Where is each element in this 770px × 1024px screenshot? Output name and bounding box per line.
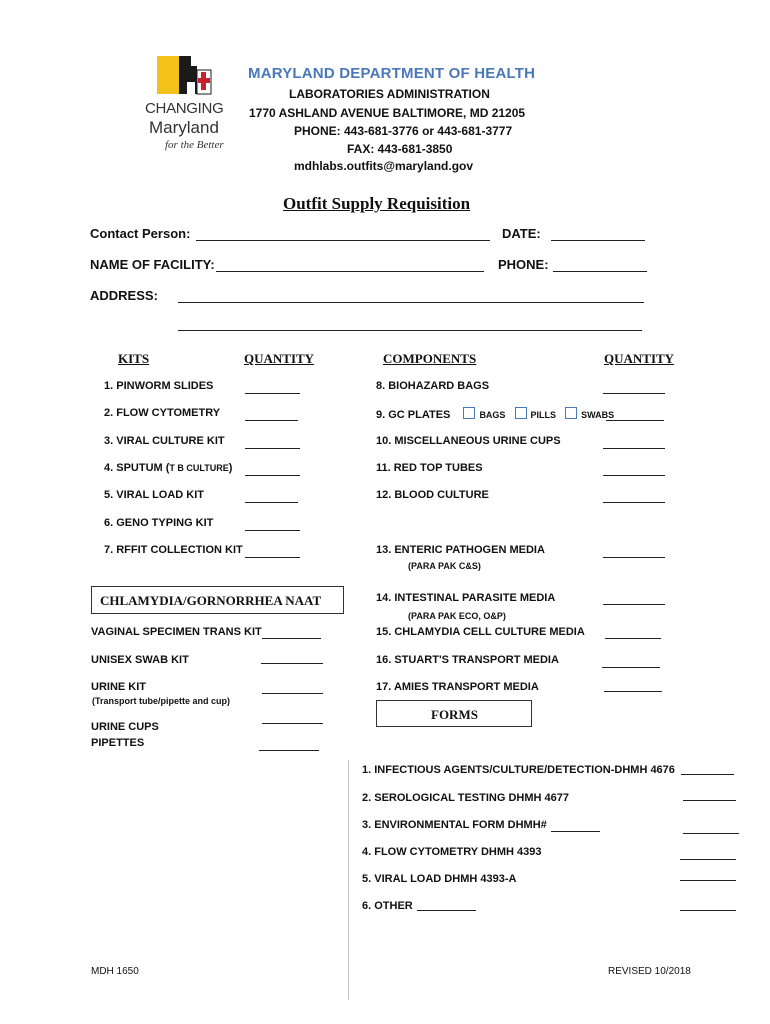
logo-text-tagline: for the Better	[165, 139, 224, 151]
contact-person-label: Contact Person:	[90, 226, 191, 241]
kit-qty-1[interactable]	[245, 393, 300, 394]
chlamydia-qty-4[interactable]	[262, 723, 323, 724]
phone-field[interactable]	[553, 271, 647, 272]
chlamydia-item-2: UNISEX SWAB KIT	[91, 654, 189, 666]
gc-swabs-checkbox[interactable]	[565, 407, 577, 419]
kit-item-4-note: T B CULTURE	[169, 463, 229, 473]
component-qty-16[interactable]	[602, 667, 660, 668]
form-item-3: 3. ENVIRONMENTAL FORM DHMH#	[362, 819, 547, 831]
components-quantity-header: QUANTITY	[604, 351, 675, 366]
chlamydia-qty-2[interactable]	[261, 663, 323, 664]
phone-label: PHONE:	[498, 257, 549, 272]
form-qty-4[interactable]	[680, 859, 736, 860]
kit-qty-3[interactable]	[245, 448, 300, 449]
component-item-16: 16. STUART'S TRANSPORT MEDIA	[376, 654, 559, 666]
kit-qty-4[interactable]	[245, 475, 300, 476]
component-qty-10[interactable]	[603, 448, 665, 449]
component-item-14: 14. INTESTINAL PARASITE MEDIA	[376, 592, 556, 604]
kit-item-5: 5. VIRAL LOAD KIT	[104, 489, 205, 501]
chlamydia-qty-1[interactable]	[262, 638, 321, 639]
address-field-line-2[interactable]	[178, 330, 642, 331]
form-item-2: 2. SEROLOGICAL TESTING DHMH 4677	[362, 792, 570, 804]
component-item-8: 8. BIOHAZARD BAGS	[376, 380, 490, 392]
component-13-note: (PARA PAK C&S)	[408, 561, 481, 571]
kit-item-4	[104, 462, 232, 474]
form-6-other-field[interactable]	[417, 910, 476, 911]
component-item-12: 12. BLOOD CULTURE	[376, 489, 489, 501]
date-label: DATE:	[502, 226, 541, 241]
kit-item-6: 6. GENO TYPING KIT	[104, 517, 214, 529]
kit-item-4-label: 4. SPUTUM (	[104, 462, 170, 474]
component-item-10: 10. MISCELLANEOUS URINE CUPS	[376, 435, 561, 447]
form-qty-5[interactable]	[680, 880, 736, 881]
component-qty-8[interactable]	[603, 393, 665, 394]
form-item-6: 6. OTHER	[362, 900, 413, 912]
logo	[145, 52, 240, 157]
maryland-flag-icon	[157, 52, 217, 98]
gc-bags-checkbox[interactable]	[463, 407, 475, 419]
component-qty-11[interactable]	[603, 475, 665, 476]
column-divider	[348, 760, 349, 1000]
facility-field[interactable]	[216, 271, 484, 272]
component-qty-12[interactable]	[603, 502, 665, 503]
form-item-5: 5. VIRAL LOAD DHMH 4393-A	[362, 873, 517, 885]
kit-item-3: 3. VIRAL CULTURE KIT	[104, 435, 225, 447]
gc-swabs-label: SWABS	[581, 410, 615, 420]
header-line-2: 1770 ASHLAND AVENUE BALTIMORE, MD 21205	[249, 106, 526, 120]
component-qty-9[interactable]	[606, 420, 664, 421]
component-qty-14[interactable]	[603, 604, 665, 605]
header-email: mdhlabs.outfits@maryland.gov	[294, 159, 474, 173]
kit-qty-5[interactable]	[245, 502, 298, 503]
chlamydia-section-title: CHLAMYDIA/GORNORRHEA NAAT	[100, 593, 322, 608]
chlamydia-item-4: URINE CUPS	[91, 721, 159, 733]
chlamydia-item-3: URINE KIT	[91, 681, 146, 693]
logo-text-maryland: Maryland	[149, 118, 219, 137]
component-14-note: (PARA PAK ECO, O&P)	[408, 611, 506, 621]
kit-qty-7[interactable]	[245, 557, 300, 558]
kit-item-4-close: )	[228, 462, 233, 474]
header-line-3: PHONE: 443-681-3776 or 443-681-3777	[294, 124, 513, 138]
kit-item-2: 2. FLOW CYTOMETRY	[104, 407, 221, 419]
form-3-number-field[interactable]	[551, 831, 600, 832]
chlamydia-item-1: VAGINAL SPECIMEN TRANS KIT	[91, 626, 262, 638]
kits-quantity-header: QUANTITY	[244, 351, 315, 366]
chlamydia-qty-3[interactable]	[262, 693, 323, 694]
form-qty-2[interactable]	[683, 800, 736, 801]
logo-text-changing: CHANGING	[145, 100, 224, 117]
component-item-17: 17. AMIES TRANSPORT MEDIA	[376, 681, 539, 693]
address-label: ADDRESS:	[90, 288, 158, 303]
date-field[interactable]	[551, 240, 645, 241]
header-line-1: LABORATORIES ADMINISTRATION	[289, 87, 490, 101]
form-item-1: 1. INFECTIOUS AGENTS/CULTURE/DETECTION-DHMH 4676	[362, 764, 675, 776]
org-name: MARYLAND DEPARTMENT OF HEALTH	[248, 65, 536, 82]
kit-qty-6[interactable]	[245, 530, 300, 531]
component-item-9-label: 9. GC PLATES	[376, 409, 451, 421]
footer-revised: REVISED 10/2018	[608, 966, 691, 977]
contact-person-field[interactable]	[196, 240, 490, 241]
gc-pills-label: PILLS	[530, 410, 557, 420]
urine-kit-note: (Transport tube/pipette and cup)	[92, 696, 231, 706]
gc-pills-checkbox[interactable]	[515, 407, 527, 419]
form-title: Outfit Supply Requisition	[283, 194, 471, 213]
address-field-line-1[interactable]	[178, 302, 644, 303]
forms-section-title: FORMS	[431, 707, 478, 722]
kit-item-1: 1. PINWORM SLIDES	[104, 380, 214, 392]
form-qty-6[interactable]	[680, 910, 736, 911]
chlamydia-qty-5[interactable]	[259, 750, 319, 751]
component-item-13: 13. ENTERIC PATHOGEN MEDIA	[376, 544, 545, 556]
facility-label: NAME OF FACILITY:	[90, 257, 215, 272]
form-qty-1[interactable]	[681, 774, 734, 775]
components-header: COMPONENTS	[383, 351, 477, 366]
form-item-4: 4. FLOW CYTOMETRY DHMH 4393	[362, 846, 542, 858]
component-qty-13[interactable]	[603, 557, 665, 558]
component-item-9	[376, 407, 614, 421]
gc-bags-label: BAGS	[479, 410, 506, 420]
kit-qty-2[interactable]	[245, 420, 298, 421]
kit-item-7: 7. RFFIT COLLECTION KIT	[104, 544, 243, 556]
form-qty-3[interactable]	[683, 833, 739, 834]
chlamydia-item-5: PIPETTES	[91, 737, 145, 749]
component-qty-17[interactable]	[604, 691, 662, 692]
header-line-4: FAX: 443-681-3850	[347, 142, 453, 156]
footer-form-id: MDH 1650	[91, 966, 139, 977]
component-qty-15[interactable]	[605, 638, 661, 639]
component-item-15: 15. CHLAMYDIA CELL CULTURE MEDIA	[376, 626, 585, 638]
component-item-11: 11. RED TOP TUBES	[376, 462, 483, 474]
kits-header: KITS	[118, 351, 150, 366]
